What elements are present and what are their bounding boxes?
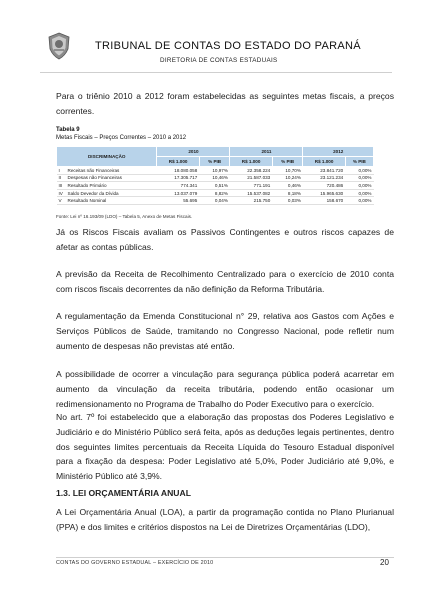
subheader-value: R$ 1.000 xyxy=(230,157,272,167)
cell-pib: 0,51% xyxy=(199,182,230,190)
table-header-row xyxy=(57,147,374,157)
cell-pib: 10,70% xyxy=(272,167,303,175)
subheader-value: R$ 1.000 xyxy=(157,157,199,167)
cell-value: 22.358.224 xyxy=(230,167,272,175)
cell-value: 15.537.082 xyxy=(230,189,272,197)
paragraph-fiscal-risks: Já os Riscos Fiscais avaliam os Passivos Contingentes e outros riscos capazes de afetar as contas públicas. xyxy=(56,227,394,252)
year-header-2010: 2010 xyxy=(157,147,230,157)
paragraph-public-security: A possibilidade de ocorrer a vinculação para segurança pública poderá acarretar em aumento da vinculação da receita tributária, podendo então ocasionar um redimensionamento no Programa de Trabalho do Poder Executivo para o exercício. xyxy=(56,369,394,409)
row-label: Saldo Devedor da Dívida xyxy=(66,189,157,197)
subheader-pib: % PIB xyxy=(272,157,303,167)
paragraph-amendment-29: A regulamentação da Emenda Constitucional n° 29, relativa aos Gastos com Ações e Serviços Públicos de Saúde, tramitando no Congresso Nacional, pode refletir num aumento de despesas não previstas até então. xyxy=(56,311,394,351)
cell-value: 158.670 xyxy=(303,197,345,205)
cell-value: 21.587.033 xyxy=(230,174,272,182)
section-paragraph: A Lei Orçamentária Anual (LOA), a partir da programação contida no Plano Plurianual (PPA) e dos limites e critérios dispostos na Lei de Diretrizes Orçamentárias (LDO), xyxy=(56,507,394,532)
header-divider xyxy=(40,72,392,73)
cell-pib: 8,82% xyxy=(199,189,230,197)
cell-value: 771.191 xyxy=(230,182,272,190)
row-number: II xyxy=(57,174,66,182)
cell-pib: 10,46% xyxy=(199,174,230,182)
subheader-pib: % PIB xyxy=(199,157,230,167)
paragraph-article-7: No art. 7º foi estabelecido que a elaboração das propostas dos Poderes Legislativo e Judiciário e do Ministério Público será feita, após as deduções legais pertinentes, dentro dos seguintes limites percentuais da Receita Líquida do Tesouro Estadual disponível para a fixação da despesa: Poder Legislativo até 5,0%, Poder Judiciário até 9,0%, e Ministério Público até 3,9%. xyxy=(56,412,394,482)
institution-title: TRIBUNAL DE CONTAS DO ESTADO DO PARANÁ xyxy=(95,40,361,52)
cell-value: 774.341 xyxy=(157,182,199,190)
table-source: Fonte: Lei nº 16.193/09 (LDO) – Tabela 5, Anexo de Metas Fiscais. xyxy=(56,214,193,219)
row-label: Despesas não Financeiras xyxy=(66,174,157,182)
table-number: Tabela 9 xyxy=(56,127,80,133)
cell-pib: 10,24% xyxy=(272,174,303,182)
state-crest-logo xyxy=(47,32,71,60)
discrimination-header: DISCRIMINAÇÃO xyxy=(57,147,157,167)
cell-value: 720.486 xyxy=(303,182,345,190)
footer-text: CONTAS DO GOVERNO ESTADUAL – EXERCÍCIO DE 2010 xyxy=(56,560,214,566)
cell-value: 13.037.079 xyxy=(157,189,199,197)
cell-value: 23.121.234 xyxy=(303,174,345,182)
cell-pib: 0,03% xyxy=(272,197,303,205)
cell-pib: 8,18% xyxy=(272,189,303,197)
footer-divider xyxy=(56,557,394,558)
year-header-2012: 2012 xyxy=(303,147,374,157)
cell-value: 17.305.717 xyxy=(157,174,199,182)
row-number: I xyxy=(57,167,66,175)
row-label: Resultado Nominal xyxy=(66,197,157,205)
cell-value: 18.080.058 xyxy=(157,167,199,175)
table-row xyxy=(57,197,374,205)
row-number: V xyxy=(57,197,66,205)
row-number: III xyxy=(57,182,66,190)
cell-pib: 0,46% xyxy=(272,182,303,190)
table-row xyxy=(57,182,374,190)
cell-value: 215.750 xyxy=(230,197,272,205)
paragraph-revenue-forecast: A previsão da Receita de Recolhimento Centralizado para o exercício de 2010 conta com riscos fiscais decorrentes da não definição da Reforma Tributária. xyxy=(56,269,394,294)
table-title: Metas Fiscais – Preços Correntes – 2010 a 2012 xyxy=(56,135,187,141)
cell-value: 23.841.720 xyxy=(303,167,345,175)
cell-pib: 0,00% xyxy=(345,167,373,175)
row-number: IV xyxy=(57,189,66,197)
intro-paragraph: Para o triênio 2010 a 2012 foram estabelecidas as seguintes metas fiscais, a preços correntes. xyxy=(56,91,394,116)
table-row xyxy=(57,174,374,182)
table-caption xyxy=(56,126,186,142)
cell-value: 15.965.630 xyxy=(303,189,345,197)
row-label: Resultado Primário xyxy=(66,182,157,190)
section-number: 1.3. xyxy=(56,488,71,498)
cell-pib: 0,00% xyxy=(345,189,373,197)
subheader-pib: % PIB xyxy=(345,157,373,167)
section-heading xyxy=(56,488,191,498)
cell-pib: 0,00% xyxy=(345,182,373,190)
row-label: Receitas não Financeiras xyxy=(66,167,157,175)
fiscal-targets-table xyxy=(56,146,374,205)
year-header-2011: 2011 xyxy=(230,147,303,157)
department-subtitle: DIRETORIA DE CONTAS ESTADUAIS xyxy=(160,57,278,64)
cell-value: 55.695 xyxy=(157,197,199,205)
table-row xyxy=(57,167,374,175)
cell-pib: 0,00% xyxy=(345,197,373,205)
page-number: 20 xyxy=(380,558,389,567)
cell-pib: 0,00% xyxy=(345,174,373,182)
cell-pib: 0,04% xyxy=(199,197,230,205)
table-row xyxy=(57,189,374,197)
section-title: LEI ORÇAMENTÁRIA ANUAL xyxy=(72,488,191,498)
subheader-value: R$ 1.000 xyxy=(303,157,345,167)
cell-pib: 10,97% xyxy=(199,167,230,175)
